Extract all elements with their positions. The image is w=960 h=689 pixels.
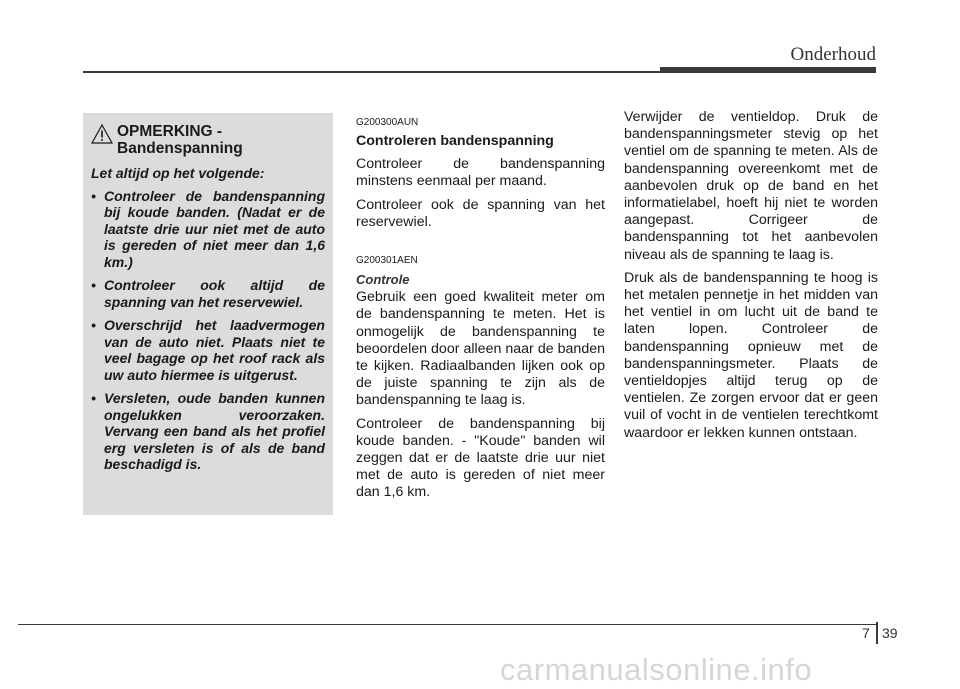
header-rule <box>83 71 660 73</box>
bullet: • <box>91 317 96 333</box>
bullet: • <box>91 187 96 204</box>
note-title-line1: OPMERKING - <box>117 123 223 140</box>
bullet: • <box>91 277 96 293</box>
note-list-item <box>91 188 325 271</box>
bullet: • <box>91 390 96 406</box>
paragraph: Controleer de bandenspanning bij koude banden. - "Koude" banden wil zeggen dat er de laatste drie uur niet met de auto is gereden of niet meer dan 1,6 km. <box>356 415 605 501</box>
note-intro: Let altijd op het volgende: <box>91 165 265 181</box>
chapter-number: 7 <box>862 625 870 641</box>
note-item-text: Versleten, oude banden kunnen ongelukken veroorzaken. Vervang een band als het profiel erg versleten is of als de band beschadigd is. <box>104 390 325 472</box>
note-item-text: Controleer de bandenspanning bij koude banden. (Nadat er de laatste drie uur niet met de auto is gereden of niet meer dan 1,6 km.) <box>104 187 325 270</box>
page-number: 39 <box>882 625 898 641</box>
warning-note-box <box>83 113 333 515</box>
subsection-title: Controle <box>356 272 410 288</box>
paragraph: Gebruik een goed kwaliteit meter om de bandenspanning te meten. Het is onmogelijk de bandenspanning te beoordelen door alleen naar de banden te kijken. Radiaalbanden lijken ook op de juiste spanning te zijn als de bandenspanning te laag is. <box>356 289 605 409</box>
paragraph: Controleer de bandenspanning minstens eenmaal per maand. <box>356 156 605 190</box>
page-number-divider <box>876 622 878 644</box>
note-item-text: Overschrijd het laadvermogen van de auto niet. Plaats niet te veel bagage op het roof rack als uw auto hiermee is uitgerust. <box>104 317 325 383</box>
section-code: G200300AUN <box>356 117 419 128</box>
note-title-line2: Bandenspanning <box>117 140 243 157</box>
watermark: carmanualsonline.info <box>500 652 813 687</box>
paragraph: Controleer ook de spanning van het reservewiel. <box>356 196 605 230</box>
page-header-title: Onderhoud <box>790 44 876 65</box>
note-title <box>117 123 243 157</box>
middle-column <box>356 117 605 508</box>
spacer <box>356 237 605 255</box>
section-title: Controleren bandenspanning <box>356 133 554 149</box>
note-item-text: Controleer ook altijd de spanning van het reservewiel. <box>104 277 325 310</box>
note-list <box>91 188 325 473</box>
header-rule-accent <box>660 67 876 73</box>
note-list-item <box>91 317 325 383</box>
section-code: G200301AEN <box>356 255 418 267</box>
paragraph: Verwijder de ventieldop. Druk de bandenspanningsmeter stevig op het ventiel om de spanning te meten. Als de bandenspanning overeenkomt met de aanbevolen druk op de band en het informatielabel, hoeft hij niet te worden aangepast. Corrigeer de bandenspanning tot het aanbevolen niveau als de spanning te laag is. <box>624 109 878 263</box>
warning-triangle-icon <box>91 124 113 144</box>
footer-rule <box>18 624 876 625</box>
right-column <box>624 109 878 448</box>
note-list-item <box>91 277 325 310</box>
paragraph: Druk als de bandenspanning te hoog is het metalen pennetje in het midden van het ventiel in om lucht uit de band te laten lopen. Controleer de bandenspanning opnieuw met de bandenspanningsmeter. Plaats de ventieldopjes altijd terug op de ventielen. Ze zorgen ervoor dat er geen vuil of vocht in de ventielen terechtkomt waardoor er lekken kunnen ontstaan. <box>624 269 878 441</box>
note-list-item <box>91 390 325 473</box>
note-heading <box>91 123 325 157</box>
